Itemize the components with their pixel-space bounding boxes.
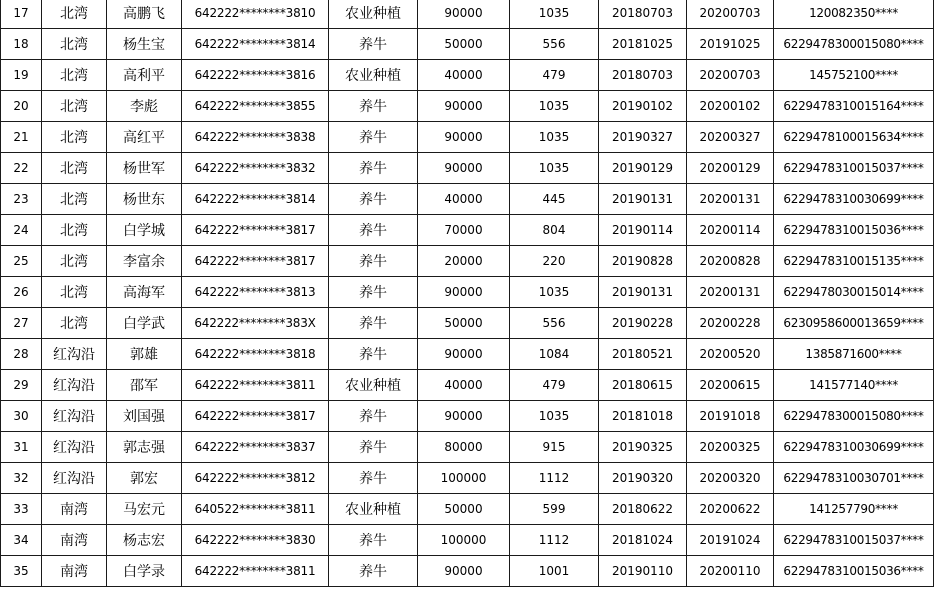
interest-cell[interactable]: 479	[510, 370, 599, 401]
id-number-cell[interactable]: 642222********3816	[182, 60, 329, 91]
loan-amount-cell[interactable]: 90000	[418, 277, 510, 308]
end-date-cell[interactable]: 20200622	[687, 494, 774, 525]
table-row	[1, 401, 934, 432]
interest-cell[interactable]: 1035	[510, 0, 599, 29]
table-body	[1, 0, 934, 587]
end-date-cell[interactable]: 20200520	[687, 339, 774, 370]
id-number-cell[interactable]: 642222********3818	[182, 339, 329, 370]
end-date-cell[interactable]: 20200102	[687, 91, 774, 122]
table-row	[1, 432, 934, 463]
interest-cell[interactable]: 556	[510, 308, 599, 339]
start-date-cell[interactable]: 20181024	[599, 525, 687, 556]
table-row	[1, 339, 934, 370]
account-number-cell[interactable]: 6229478310030699****	[774, 432, 934, 463]
id-number-cell[interactable]: 642222********3838	[182, 122, 329, 153]
start-date-cell[interactable]: 20190325	[599, 432, 687, 463]
id-number-cell[interactable]: 642222********3813	[182, 277, 329, 308]
name-cell[interactable]: 李富余	[107, 246, 182, 277]
village-cell[interactable]: 南湾	[42, 494, 107, 525]
table-row	[1, 0, 934, 29]
account-number-cell[interactable]: 6229478310030699****	[774, 184, 934, 215]
id-number-cell[interactable]: 642222********3855	[182, 91, 329, 122]
row-number-cell[interactable]: 19	[1, 60, 42, 91]
loan-amount-cell[interactable]: 40000	[418, 184, 510, 215]
table-row	[1, 215, 934, 246]
project-cell[interactable]: 养牛	[329, 401, 418, 432]
account-number-cell[interactable]: 141577140****	[774, 370, 934, 401]
loan-amount-cell[interactable]: 90000	[418, 91, 510, 122]
name-cell[interactable]: 白学录	[107, 556, 182, 587]
loan-amount-cell[interactable]: 40000	[418, 60, 510, 91]
id-number-cell[interactable]: 642222********3811	[182, 370, 329, 401]
row-number-cell[interactable]: 20	[1, 91, 42, 122]
village-cell[interactable]: 北湾	[42, 29, 107, 60]
account-number-cell[interactable]: 1385871600****	[774, 339, 934, 370]
id-number-cell[interactable]: 642222********3817	[182, 246, 329, 277]
start-date-cell[interactable]: 20180703	[599, 0, 687, 29]
end-date-cell[interactable]: 20200320	[687, 463, 774, 494]
table-row	[1, 60, 934, 91]
name-cell[interactable]: 刘国强	[107, 401, 182, 432]
row-number-cell[interactable]: 29	[1, 370, 42, 401]
table-row	[1, 91, 934, 122]
id-number-cell[interactable]: 642222********3810	[182, 0, 329, 29]
loan-amount-cell[interactable]: 50000	[418, 494, 510, 525]
table-row	[1, 370, 934, 401]
end-date-cell[interactable]: 20200131	[687, 277, 774, 308]
table-row	[1, 525, 934, 556]
interest-cell[interactable]: 445	[510, 184, 599, 215]
account-number-cell[interactable]: 6230958600013659****	[774, 308, 934, 339]
loan-amount-cell[interactable]: 100000	[418, 525, 510, 556]
row-number-cell[interactable]: 26	[1, 277, 42, 308]
account-number-cell[interactable]: 120082350****	[774, 0, 934, 29]
start-date-cell[interactable]: 20190110	[599, 556, 687, 587]
village-cell[interactable]: 红沟沿	[42, 463, 107, 494]
project-cell[interactable]: 养牛	[329, 215, 418, 246]
row-number-cell[interactable]: 17	[1, 0, 42, 29]
project-cell[interactable]: 养牛	[329, 246, 418, 277]
start-date-cell[interactable]: 20181018	[599, 401, 687, 432]
village-cell[interactable]: 北湾	[42, 122, 107, 153]
project-cell[interactable]: 养牛	[329, 153, 418, 184]
village-cell[interactable]: 红沟沿	[42, 370, 107, 401]
interest-cell[interactable]: 1084	[510, 339, 599, 370]
interest-cell[interactable]: 1035	[510, 277, 599, 308]
row-number-cell[interactable]: 23	[1, 184, 42, 215]
table-row	[1, 556, 934, 587]
end-date-cell[interactable]: 20200703	[687, 0, 774, 29]
interest-cell[interactable]: 915	[510, 432, 599, 463]
village-cell[interactable]: 北湾	[42, 215, 107, 246]
id-number-cell[interactable]: 642222********3817	[182, 215, 329, 246]
end-date-cell[interactable]: 20200228	[687, 308, 774, 339]
name-cell[interactable]: 杨生宝	[107, 29, 182, 60]
project-cell[interactable]: 养牛	[329, 556, 418, 587]
start-date-cell[interactable]: 20181025	[599, 29, 687, 60]
loan-amount-cell[interactable]: 20000	[418, 246, 510, 277]
end-date-cell[interactable]: 20200129	[687, 153, 774, 184]
village-cell[interactable]: 北湾	[42, 308, 107, 339]
village-cell[interactable]: 红沟沿	[42, 401, 107, 432]
account-number-cell[interactable]: 6229478310030701****	[774, 463, 934, 494]
interest-cell[interactable]: 1035	[510, 153, 599, 184]
interest-cell[interactable]: 1035	[510, 401, 599, 432]
table-row	[1, 246, 934, 277]
loan-amount-cell[interactable]: 50000	[418, 29, 510, 60]
account-number-cell[interactable]: 6229478310015037****	[774, 153, 934, 184]
end-date-cell[interactable]: 20200114	[687, 215, 774, 246]
end-date-cell[interactable]: 20200615	[687, 370, 774, 401]
project-cell[interactable]: 养牛	[329, 308, 418, 339]
start-date-cell[interactable]: 20190131	[599, 277, 687, 308]
table-row	[1, 494, 934, 525]
end-date-cell[interactable]: 20200325	[687, 432, 774, 463]
interest-cell[interactable]: 1112	[510, 525, 599, 556]
id-number-cell[interactable]: 642222********3817	[182, 401, 329, 432]
row-number-cell[interactable]: 28	[1, 339, 42, 370]
name-cell[interactable]: 杨世军	[107, 153, 182, 184]
village-cell[interactable]: 北湾	[42, 277, 107, 308]
end-date-cell[interactable]: 20200110	[687, 556, 774, 587]
project-cell[interactable]: 养牛	[329, 339, 418, 370]
loan-amount-cell[interactable]: 70000	[418, 215, 510, 246]
project-cell[interactable]: 养牛	[329, 184, 418, 215]
project-cell[interactable]: 养牛	[329, 432, 418, 463]
row-number-cell[interactable]: 24	[1, 215, 42, 246]
project-cell[interactable]: 养牛	[329, 122, 418, 153]
account-number-cell[interactable]: 6229478310015164****	[774, 91, 934, 122]
loan-amount-cell[interactable]: 90000	[418, 153, 510, 184]
start-date-cell[interactable]: 20190327	[599, 122, 687, 153]
table-row	[1, 277, 934, 308]
interest-cell[interactable]: 1035	[510, 122, 599, 153]
table-row	[1, 153, 934, 184]
table-row	[1, 308, 934, 339]
project-cell[interactable]: 养牛	[329, 525, 418, 556]
village-cell[interactable]: 北湾	[42, 184, 107, 215]
start-date-cell[interactable]: 20180622	[599, 494, 687, 525]
village-cell[interactable]: 南湾	[42, 525, 107, 556]
village-cell[interactable]: 北湾	[42, 60, 107, 91]
start-date-cell[interactable]: 20190828	[599, 246, 687, 277]
row-number-cell[interactable]: 22	[1, 153, 42, 184]
project-cell[interactable]: 养牛	[329, 277, 418, 308]
end-date-cell[interactable]: 20191024	[687, 525, 774, 556]
name-cell[interactable]: 郭宏	[107, 463, 182, 494]
account-number-cell[interactable]: 6229478030015014****	[774, 277, 934, 308]
start-date-cell[interactable]: 20180615	[599, 370, 687, 401]
id-number-cell[interactable]: 642222********3837	[182, 432, 329, 463]
village-cell[interactable]: 红沟沿	[42, 432, 107, 463]
row-number-cell[interactable]: 30	[1, 401, 42, 432]
row-number-cell[interactable]: 25	[1, 246, 42, 277]
project-cell[interactable]: 农业种植	[329, 60, 418, 91]
name-cell[interactable]: 高海军	[107, 277, 182, 308]
id-number-cell[interactable]: 642222********3812	[182, 463, 329, 494]
name-cell[interactable]: 白学武	[107, 308, 182, 339]
row-number-cell[interactable]: 21	[1, 122, 42, 153]
loan-amount-cell[interactable]: 90000	[418, 401, 510, 432]
table-row	[1, 463, 934, 494]
end-date-cell[interactable]: 20191025	[687, 29, 774, 60]
name-cell[interactable]: 高红平	[107, 122, 182, 153]
id-number-cell[interactable]: 642222********383X	[182, 308, 329, 339]
loan-amount-cell[interactable]: 90000	[418, 339, 510, 370]
project-cell[interactable]: 农业种植	[329, 0, 418, 29]
loan-amount-cell[interactable]: 50000	[418, 308, 510, 339]
name-cell[interactable]: 郭雄	[107, 339, 182, 370]
interest-cell[interactable]: 1001	[510, 556, 599, 587]
account-number-cell[interactable]: 6229478310015036****	[774, 556, 934, 587]
row-number-cell[interactable]: 18	[1, 29, 42, 60]
account-number-cell[interactable]: 6229478310015036****	[774, 215, 934, 246]
village-cell[interactable]: 北湾	[42, 91, 107, 122]
start-date-cell[interactable]: 20190114	[599, 215, 687, 246]
row-number-cell[interactable]: 35	[1, 556, 42, 587]
village-cell[interactable]: 南湾	[42, 556, 107, 587]
row-number-cell[interactable]: 31	[1, 432, 42, 463]
end-date-cell[interactable]: 20200131	[687, 184, 774, 215]
start-date-cell[interactable]: 20180521	[599, 339, 687, 370]
table-row	[1, 184, 934, 215]
name-cell[interactable]: 李彪	[107, 91, 182, 122]
project-cell[interactable]: 养牛	[329, 91, 418, 122]
id-number-cell[interactable]: 642222********3814	[182, 29, 329, 60]
name-cell[interactable]: 高利平	[107, 60, 182, 91]
interest-cell[interactable]: 1112	[510, 463, 599, 494]
start-date-cell[interactable]: 20180703	[599, 60, 687, 91]
account-number-cell[interactable]: 6229478300015080****	[774, 401, 934, 432]
end-date-cell[interactable]: 20200828	[687, 246, 774, 277]
name-cell[interactable]: 马宏元	[107, 494, 182, 525]
start-date-cell[interactable]: 20190129	[599, 153, 687, 184]
table-row	[1, 122, 934, 153]
start-date-cell[interactable]: 20190131	[599, 184, 687, 215]
interest-cell[interactable]: 804	[510, 215, 599, 246]
account-number-cell[interactable]: 6229478100015634****	[774, 122, 934, 153]
row-number-cell[interactable]: 34	[1, 525, 42, 556]
loan-amount-cell[interactable]: 90000	[418, 556, 510, 587]
loan-amount-cell[interactable]: 100000	[418, 463, 510, 494]
project-cell[interactable]: 农业种植	[329, 370, 418, 401]
loan-amount-cell[interactable]: 90000	[418, 122, 510, 153]
interest-cell[interactable]: 599	[510, 494, 599, 525]
row-number-cell[interactable]: 27	[1, 308, 42, 339]
end-date-cell[interactable]: 20200327	[687, 122, 774, 153]
start-date-cell[interactable]: 20190320	[599, 463, 687, 494]
account-number-cell[interactable]: 145752100****	[774, 60, 934, 91]
loan-amount-cell[interactable]: 40000	[418, 370, 510, 401]
interest-cell[interactable]: 1035	[510, 91, 599, 122]
loan-amount-cell[interactable]: 80000	[418, 432, 510, 463]
row-number-cell[interactable]: 32	[1, 463, 42, 494]
name-cell[interactable]: 杨世东	[107, 184, 182, 215]
name-cell[interactable]: 高鹏飞	[107, 0, 182, 29]
start-date-cell[interactable]: 20190102	[599, 91, 687, 122]
id-number-cell[interactable]: 640522********3811	[182, 494, 329, 525]
row-number-cell[interactable]: 33	[1, 494, 42, 525]
village-cell[interactable]: 北湾	[42, 153, 107, 184]
name-cell[interactable]: 郭志强	[107, 432, 182, 463]
loan-amount-cell[interactable]: 90000	[418, 0, 510, 29]
name-cell[interactable]: 杨志宏	[107, 525, 182, 556]
account-number-cell[interactable]: 6229478300015080****	[774, 29, 934, 60]
id-number-cell[interactable]: 642222********3814	[182, 184, 329, 215]
id-number-cell[interactable]: 642222********3811	[182, 556, 329, 587]
village-cell[interactable]: 北湾	[42, 246, 107, 277]
id-number-cell[interactable]: 642222********3832	[182, 153, 329, 184]
account-number-cell[interactable]: 6229478310015135****	[774, 246, 934, 277]
village-cell[interactable]: 红沟沿	[42, 339, 107, 370]
end-date-cell[interactable]: 20200703	[687, 60, 774, 91]
start-date-cell[interactable]: 20190228	[599, 308, 687, 339]
account-number-cell[interactable]: 6229478310015037****	[774, 525, 934, 556]
table-row	[1, 29, 934, 60]
interest-cell[interactable]: 220	[510, 246, 599, 277]
project-cell[interactable]: 农业种植	[329, 494, 418, 525]
interest-cell[interactable]: 556	[510, 29, 599, 60]
project-cell[interactable]: 养牛	[329, 29, 418, 60]
name-cell[interactable]: 邵军	[107, 370, 182, 401]
account-number-cell[interactable]: 141257790****	[774, 494, 934, 525]
id-number-cell[interactable]: 642222********3830	[182, 525, 329, 556]
village-cell[interactable]: 北湾	[42, 0, 107, 29]
interest-cell[interactable]: 479	[510, 60, 599, 91]
project-cell[interactable]: 养牛	[329, 463, 418, 494]
end-date-cell[interactable]: 20191018	[687, 401, 774, 432]
name-cell[interactable]: 白学城	[107, 215, 182, 246]
